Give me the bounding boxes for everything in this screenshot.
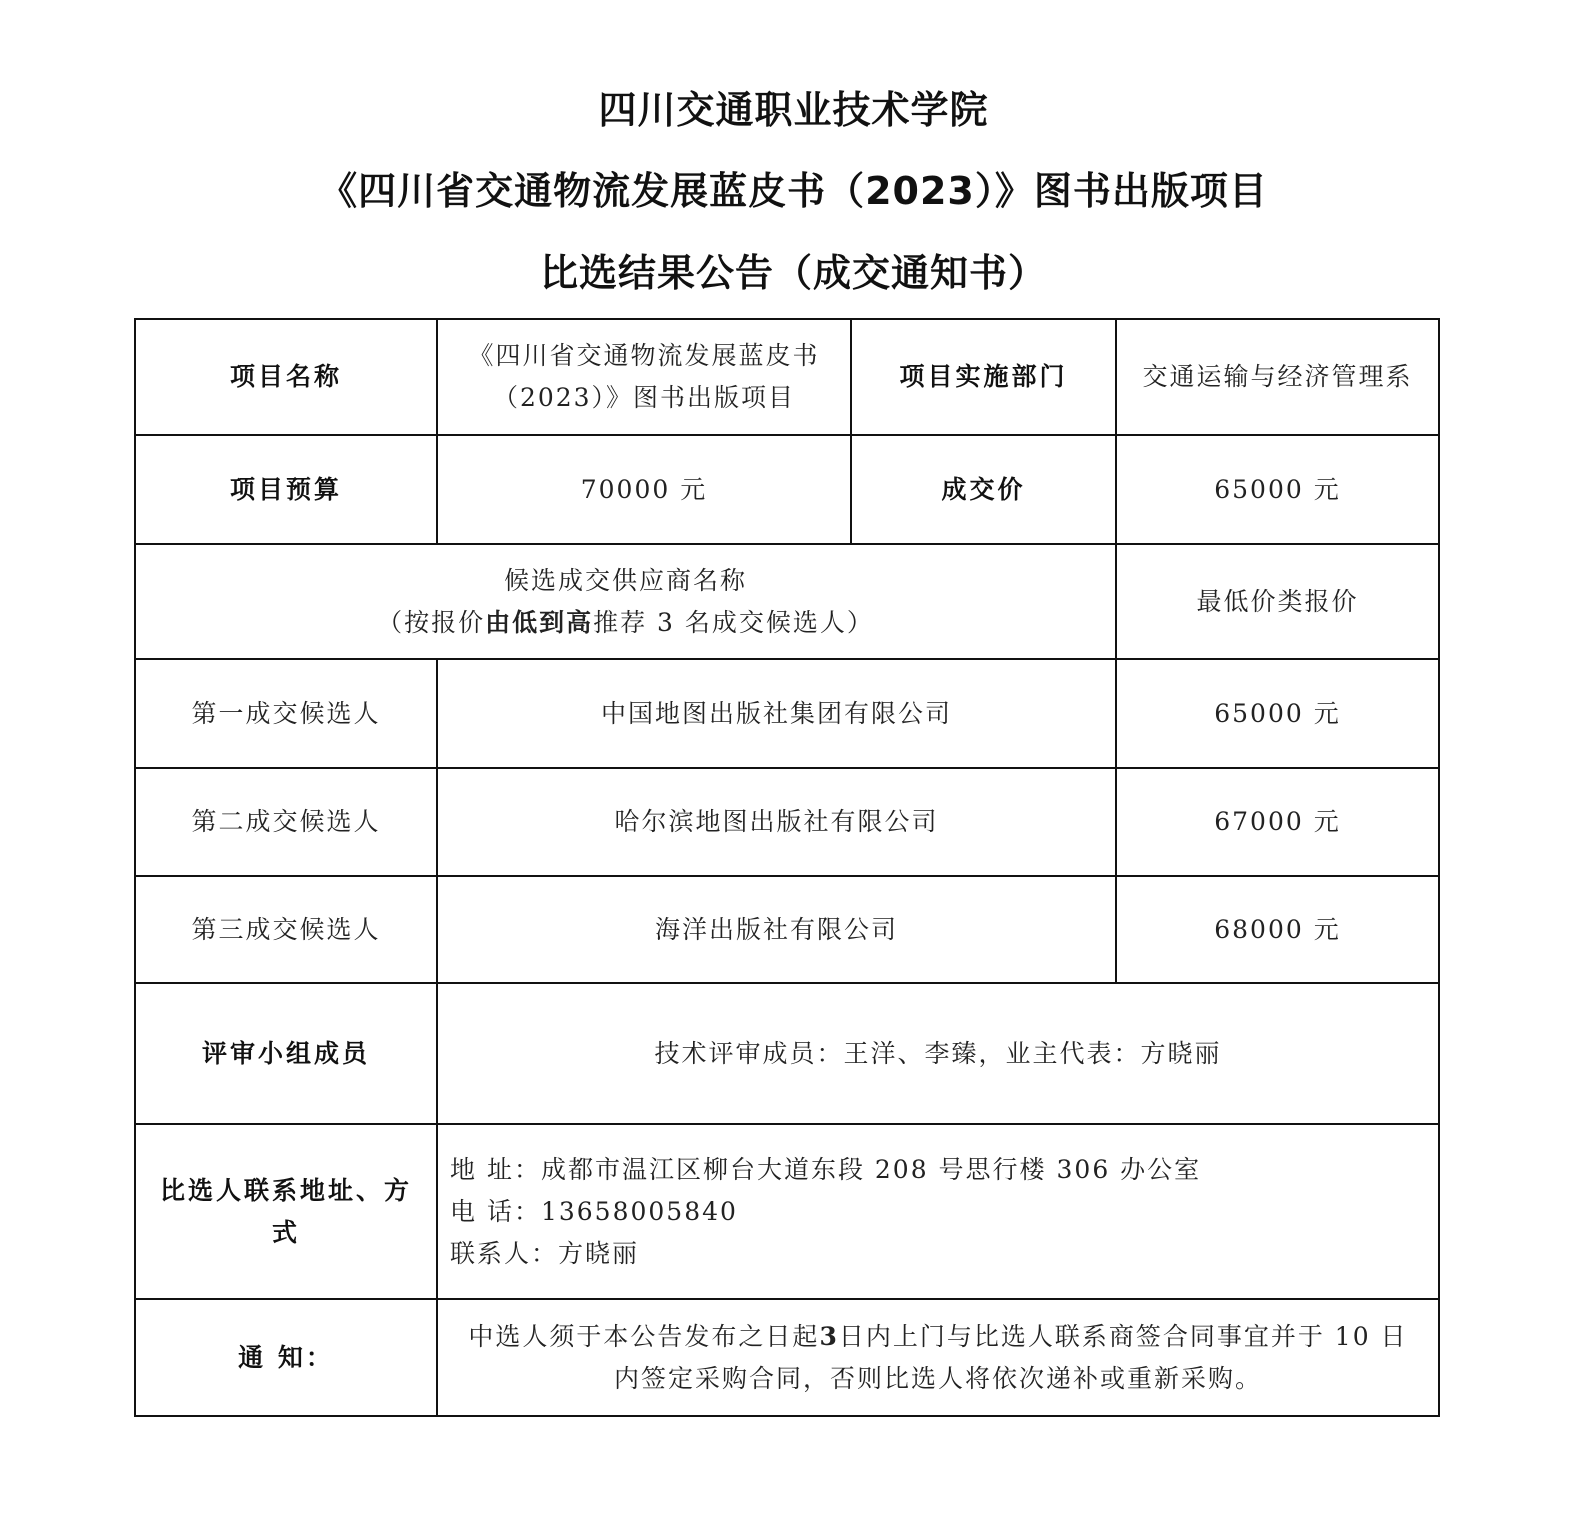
candidate-name: 中国地图出版社集团有限公司 <box>437 659 1116 768</box>
title-project: 《四川省交通物流发展蓝皮书（2023）》图书出版项目 <box>319 169 1268 213</box>
project-name-line1: 《四川省交通物流发展蓝皮书 <box>468 341 820 370</box>
candidate-rank: 第三成交候选人 <box>135 876 437 983</box>
notice-line1-bold: 3 <box>819 1321 839 1351</box>
notice-text <box>437 1299 1439 1416</box>
lowest-price-header: 最低价类报价 <box>1116 544 1439 659</box>
table-row <box>135 659 1439 768</box>
candidate-price: 65000 元 <box>1116 659 1439 768</box>
candidates-header <box>135 544 1116 659</box>
notice-line1-pre: 中选人须于本公告发布之日起 <box>468 1321 820 1351</box>
contact-address: 地 址：成都市温江区柳台大道东段 208 号思行楼 306 办公室 <box>450 1154 1202 1184</box>
contact-label: 比选人联系地址、方式 <box>135 1124 437 1299</box>
table-row <box>135 876 1439 983</box>
panel-label: 评审小组成员 <box>135 983 437 1124</box>
candidate-rank: 第一成交候选人 <box>135 659 437 768</box>
notice-line2: 内签定采购合同，否则比选人将依次递补或重新采购。 <box>613 1363 1262 1393</box>
table-row <box>135 983 1439 1124</box>
notice-label: 通 知： <box>135 1299 437 1416</box>
panel-value: 技术评审成员：王洋、李臻，业主代表：方晓丽 <box>437 983 1439 1124</box>
contact-phone: 电 话：13658005840 <box>450 1196 738 1226</box>
notice-line1 <box>450 1316 1426 1358</box>
project-name-line2: （2023）》图书出版项目 <box>492 383 796 412</box>
title-announcement: 比选结果公告（成交通知书） <box>539 251 1047 295</box>
budget-value: 70000 元 <box>437 435 851 544</box>
candidates-header-line1: 候选成交供应商名称 <box>503 565 747 595</box>
notice-line1-post: 日内上门与比选人联系商签合同事宜并于 10 日 <box>838 1321 1408 1351</box>
project-name-label: 项目名称 <box>135 319 437 435</box>
deal-price-label: 成交价 <box>851 435 1116 544</box>
candidates-header-line2 <box>148 602 1103 644</box>
candidate-name: 哈尔滨地图出版社有限公司 <box>437 768 1116 876</box>
candidate-price: 68000 元 <box>1116 876 1439 983</box>
project-name-value <box>437 319 851 435</box>
table-row <box>135 1299 1439 1416</box>
title-school: 四川交通职业技术学院 <box>598 88 989 132</box>
table-row <box>135 1124 1439 1299</box>
contact-person: 联系人：方晓丽 <box>450 1238 640 1268</box>
candidate-name: 海洋出版社有限公司 <box>437 876 1116 983</box>
deal-price-value: 65000 元 <box>1116 435 1439 544</box>
table-row <box>135 544 1439 659</box>
candidates-header-post: 推荐 3 名成交候选人） <box>593 607 874 637</box>
contact-info <box>437 1124 1439 1299</box>
result-table <box>134 318 1440 1417</box>
table-row <box>135 435 1439 544</box>
candidate-price: 67000 元 <box>1116 768 1439 876</box>
dept-label: 项目实施部门 <box>851 319 1116 435</box>
table-row <box>135 319 1439 435</box>
candidates-header-pre: （按报价 <box>377 607 486 637</box>
table-row <box>135 768 1439 876</box>
candidates-header-bold: 由低到高 <box>485 607 594 637</box>
budget-label: 项目预算 <box>135 435 437 544</box>
dept-value: 交通运输与经济管理系 <box>1116 319 1439 435</box>
candidate-rank: 第二成交候选人 <box>135 768 437 876</box>
